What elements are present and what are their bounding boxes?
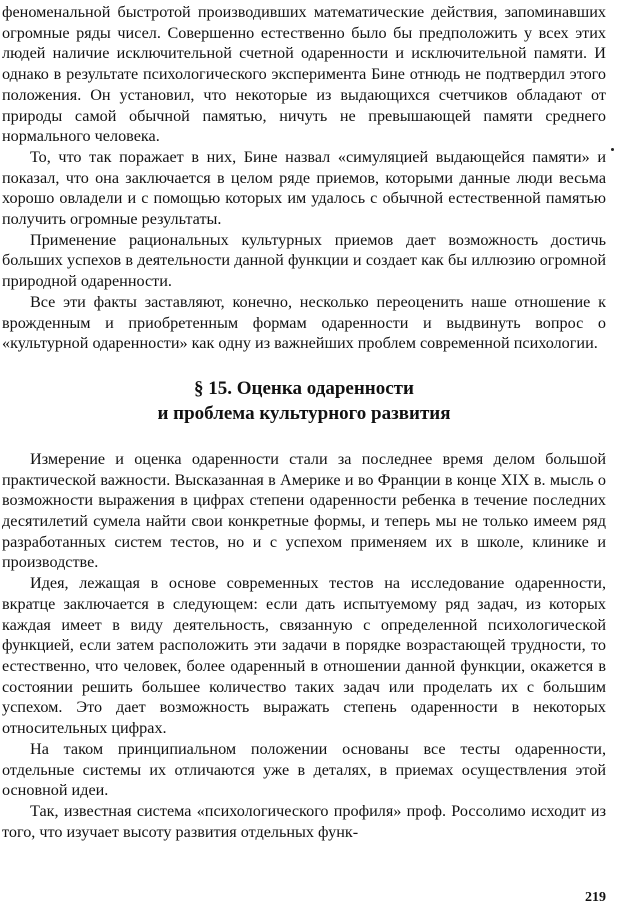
paragraph-6: Идея, лежащая в основе современных тестов на исследование одаренности, вкратце заключается в следующем: если дать испытуемому ряд задач, из которых каждая имеет в виду деятельность, связанную с определенной психологической функцией, если затем расположить эти задачи в порядке возрастающей трудности, то естественно, что человек, более одаренный в отношении данной функции, окажется в состоянии решить большее количество таких задач или проделать их с большим успехом. Это дает возможность выражать степень одаренности в некоторых относительных цифрах. xyxy=(2,574,606,738)
paragraph-8: Так, известная система «психологического профиля» проф. Россолимо исходит из того, что изучает высоту развития отдельных функ- xyxy=(2,801,606,841)
paragraph-5: Измерение и оценка одаренности стали за последнее время делом большой практической важности. Высказанная в Америке и во Франции в конце XIX в. мысль о возможности выражения в цифрах степени одаренности ребенка в течение последних десятилетий сумела найти свои конкретные формы, и теперь мы не только имеем ряд разработанных систем тестов, но и с успехом применяем их в школе, клинике и производстве. xyxy=(2,449,606,572)
section-heading xyxy=(2,376,606,426)
paragraph-7: На таком принципиальном положении основаны все тесты одаренности, отдельные системы их отличаются уже в деталях, в приемах осуществления этой основной идеи. xyxy=(2,739,606,800)
margin-dot-mark xyxy=(611,148,614,151)
paragraph-2: То, что так поражает в них, Бине назвал «симуляцией выдающейся памяти» и показал, что она заключается в целом ряде приемов, которыми данные люди весьма хорошо овладели и с помощью которых им удалось с обычной естественной памятью получить огромные результаты. xyxy=(2,147,606,229)
section-heading-line-2: и проблема культурного развития xyxy=(157,402,451,424)
section-heading-line-1: § 15. Оценка одаренности xyxy=(194,377,414,399)
paragraph-1: феноменальной быстротой производивших математические действия, запоминавших огромные ряды чисел. Совершенно естественно было бы предположить у всех этих людей наличие исключительной счетной одаренности и исключительной памяти. И однако в результате психологического эксперимента Бине отнюдь не подтвердил этого положения. Он установил, что некоторые из выдающихся счетчиков обладают от природы самой обычной памятью, ничуть не превышающей памяти среднего нормального человека. xyxy=(2,3,606,146)
paragraph-4: Все эти факты заставляют, конечно, несколько переоценить наше отношение к врожденным и приобретенным формам одаренности и выдвинуть вопрос о «культурной одаренности» как одну из важнейших проблем современной психологии. xyxy=(2,292,606,353)
page-number: 219 xyxy=(585,890,606,905)
paragraph-3: Применение рациональных культурных приемов дает возможность достичь больших успехов в деятельности данной функции и создает как бы иллюзию огромной природной одаренности. xyxy=(2,230,606,291)
